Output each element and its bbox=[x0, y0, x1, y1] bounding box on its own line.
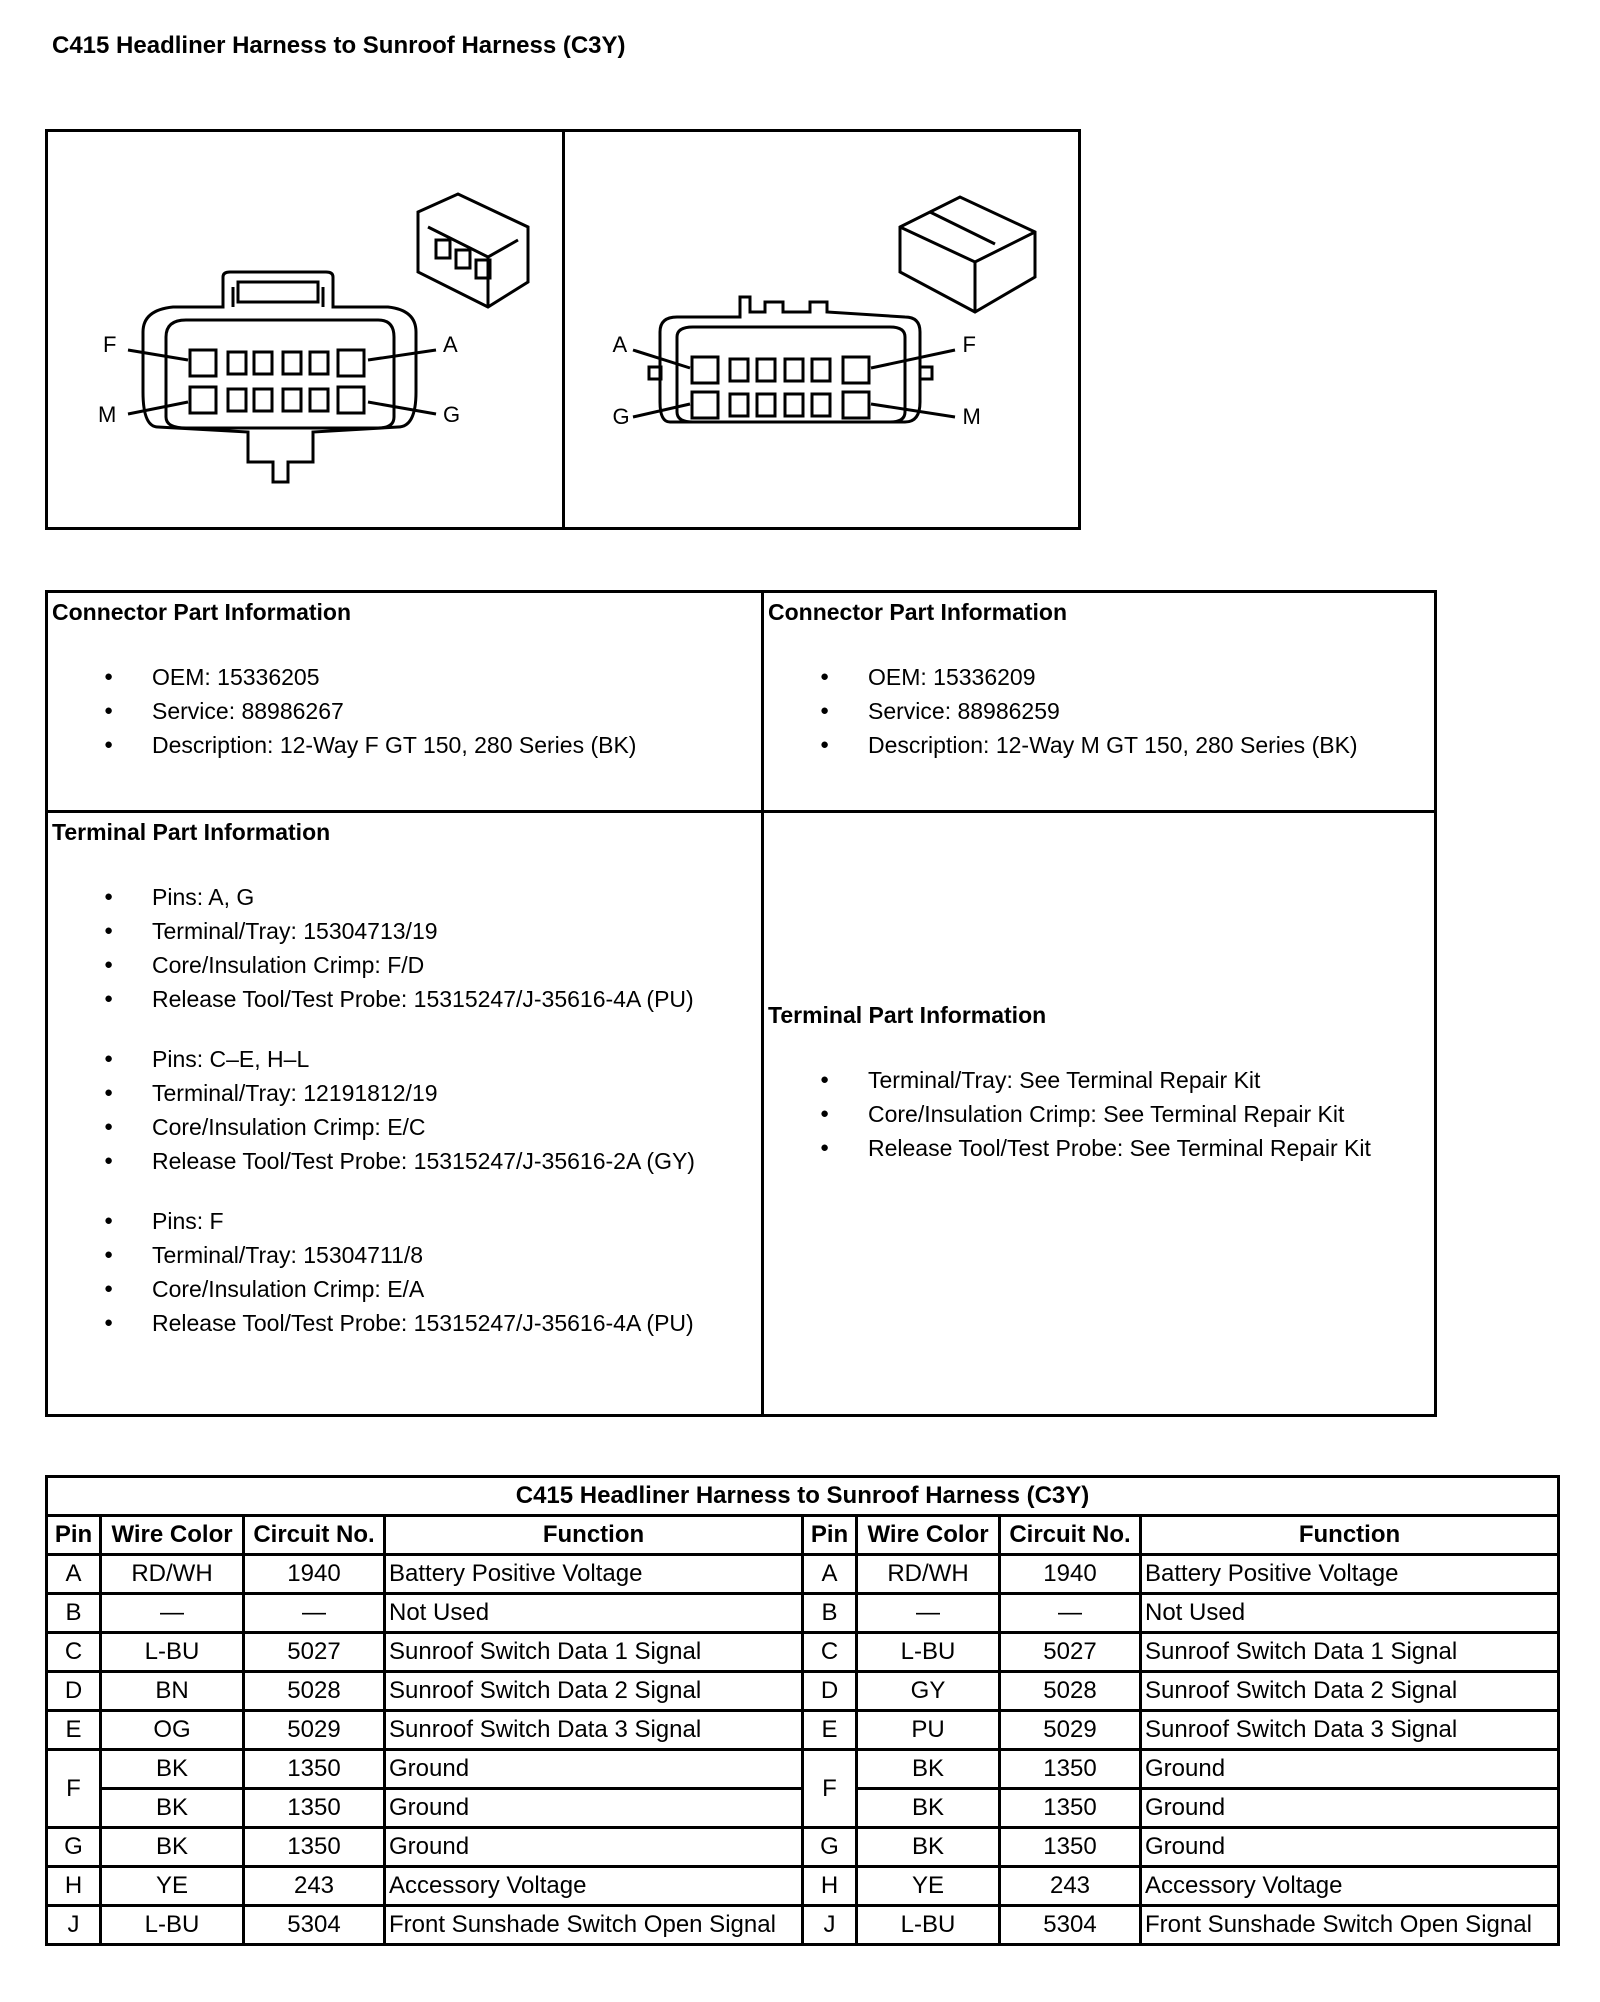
pin-label-f: F bbox=[103, 332, 117, 357]
connector-info-title: Connector Part Information bbox=[768, 599, 1068, 625]
cell-l-circ: 5029 bbox=[244, 1711, 385, 1750]
pin-function-table bbox=[45, 1475, 1560, 1946]
right-terminal-info bbox=[763, 812, 1436, 1416]
cell-l-wire: BK bbox=[101, 1828, 244, 1867]
col-circuit-no: Circuit No. bbox=[1000, 1516, 1141, 1555]
cell-l-wire: BK bbox=[101, 1789, 244, 1828]
left-terminal-info bbox=[47, 812, 763, 1416]
page-title: C415 Headliner Harness to Sunroof Harness (C3Y) bbox=[52, 32, 626, 59]
cell-l-circ: 5027 bbox=[244, 1633, 385, 1672]
male-connector-view bbox=[565, 132, 1079, 527]
cell-l-pin: F bbox=[47, 1750, 101, 1828]
table-row bbox=[47, 1828, 1559, 1867]
cell-r-pin: J bbox=[803, 1906, 857, 1945]
cell-l-circ: 1350 bbox=[244, 1828, 385, 1867]
terminal-item: ● Core/Insulation Crimp: E/A bbox=[52, 1272, 757, 1306]
cell-l-fn: Accessory Voltage bbox=[385, 1867, 803, 1906]
part-info-table bbox=[45, 590, 1437, 1417]
male-pin-cavities bbox=[692, 357, 869, 418]
cell-l-wire: — bbox=[101, 1594, 244, 1633]
cell-l-wire: YE bbox=[101, 1867, 244, 1906]
cell-r-fn: Battery Positive Voltage bbox=[1141, 1555, 1559, 1594]
table-row bbox=[47, 1672, 1559, 1711]
cell-r-fn: Ground bbox=[1141, 1750, 1559, 1789]
male-connector-drawing bbox=[565, 132, 1080, 527]
cell-l-fn: Ground bbox=[385, 1828, 803, 1867]
cell-r-pin: A bbox=[803, 1555, 857, 1594]
cell-l-pin: J bbox=[47, 1906, 101, 1945]
terminal-info-title: Terminal Part Information bbox=[768, 1002, 1047, 1028]
terminal-item: ● Release Tool/Test Probe: See Terminal Repair Kit bbox=[768, 1131, 1430, 1165]
cell-r-fn: Not Used bbox=[1141, 1594, 1559, 1633]
col-function: Function bbox=[1141, 1516, 1559, 1555]
cell-l-pin: G bbox=[47, 1828, 101, 1867]
col-circuit-no: Circuit No. bbox=[244, 1516, 385, 1555]
cell-l-circ: — bbox=[244, 1594, 385, 1633]
col-function: Function bbox=[385, 1516, 803, 1555]
cell-l-fn: Sunroof Switch Data 3 Signal bbox=[385, 1711, 803, 1750]
cell-l-wire: L-BU bbox=[101, 1906, 244, 1945]
right-oem: ● OEM: 15336209 bbox=[768, 660, 1430, 694]
terminal-group-3 bbox=[52, 1204, 757, 1340]
col-wire-color: Wire Color bbox=[101, 1516, 244, 1555]
cell-r-wire: — bbox=[857, 1594, 1000, 1633]
cell-l-pin: A bbox=[47, 1555, 101, 1594]
cell-r-pin: D bbox=[803, 1672, 857, 1711]
cell-l-circ: 5304 bbox=[244, 1906, 385, 1945]
cell-l-wire: BK bbox=[101, 1750, 244, 1789]
cell-l-pin: E bbox=[47, 1711, 101, 1750]
cell-l-pin: H bbox=[47, 1867, 101, 1906]
cell-l-fn: Sunroof Switch Data 1 Signal bbox=[385, 1633, 803, 1672]
female-connector-iso-icon bbox=[418, 194, 528, 307]
cell-l-fn: Ground bbox=[385, 1789, 803, 1828]
cell-r-circ: 243 bbox=[1000, 1867, 1141, 1906]
pin-label-g: G bbox=[612, 404, 630, 429]
terminal-item: ● Terminal/Tray: 15304711/8 bbox=[52, 1238, 757, 1272]
connector-diagram bbox=[45, 129, 1081, 530]
cell-r-circ: 5028 bbox=[1000, 1672, 1141, 1711]
cell-r-pin: H bbox=[803, 1867, 857, 1906]
terminal-item: ● Release Tool/Test Probe: 15315247/J-35616-4A (PU) bbox=[52, 1306, 757, 1340]
left-service: ● Service: 88986267 bbox=[52, 694, 757, 728]
connector-info-title: Connector Part Information bbox=[52, 599, 352, 625]
table-row bbox=[47, 1906, 1559, 1945]
terminal-group-1 bbox=[52, 880, 757, 1016]
cell-l-circ: 1350 bbox=[244, 1789, 385, 1828]
cell-r-fn: Ground bbox=[1141, 1828, 1559, 1867]
pin-table-caption: C415 Headliner Harness to Sunroof Harness (C3Y) bbox=[47, 1477, 1559, 1516]
table-row bbox=[47, 1633, 1559, 1672]
cell-l-circ: 5028 bbox=[244, 1672, 385, 1711]
cell-l-circ: 1350 bbox=[244, 1750, 385, 1789]
cell-r-pin: B bbox=[803, 1594, 857, 1633]
table-row bbox=[47, 1750, 1559, 1789]
left-description: ● Description: 12-Way F GT 150, 280 Series (BK) bbox=[52, 728, 757, 762]
cell-r-fn: Sunroof Switch Data 1 Signal bbox=[1141, 1633, 1559, 1672]
cell-r-fn: Front Sunshade Switch Open Signal bbox=[1141, 1906, 1559, 1945]
col-pin: Pin bbox=[47, 1516, 101, 1555]
col-wire-color: Wire Color bbox=[857, 1516, 1000, 1555]
table-row bbox=[47, 1711, 1559, 1750]
pin-label-a: A bbox=[443, 332, 458, 357]
cell-l-wire: OG bbox=[101, 1711, 244, 1750]
left-connector-info bbox=[47, 592, 763, 812]
cell-l-circ: 243 bbox=[244, 1867, 385, 1906]
terminal-item: ● Release Tool/Test Probe: 15315247/J-35616-4A (PU) bbox=[52, 982, 757, 1016]
right-description: ● Description: 12-Way M GT 150, 280 Series (BK) bbox=[768, 728, 1430, 762]
table-row bbox=[47, 1867, 1559, 1906]
cell-r-fn: Ground bbox=[1141, 1789, 1559, 1828]
terminal-item: ● Core/Insulation Crimp: E/C bbox=[52, 1110, 757, 1144]
cell-l-fn: Front Sunshade Switch Open Signal bbox=[385, 1906, 803, 1945]
right-service: ● Service: 88986259 bbox=[768, 694, 1430, 728]
cell-r-wire: PU bbox=[857, 1711, 1000, 1750]
male-connector-iso-icon bbox=[900, 197, 1035, 312]
pin-label-a: A bbox=[612, 332, 628, 357]
cell-r-pin: F bbox=[803, 1750, 857, 1828]
terminal-item: ● Pins: A, G bbox=[52, 880, 757, 914]
terminal-item: ● Core/Insulation Crimp: F/D bbox=[52, 948, 757, 982]
pin-label-f: F bbox=[962, 332, 976, 357]
pin-label-m: M bbox=[962, 404, 981, 429]
cell-r-circ: 1350 bbox=[1000, 1789, 1141, 1828]
table-row bbox=[47, 1594, 1559, 1633]
cell-l-wire: L-BU bbox=[101, 1633, 244, 1672]
cell-l-fn: Sunroof Switch Data 2 Signal bbox=[385, 1672, 803, 1711]
cell-l-fn: Not Used bbox=[385, 1594, 803, 1633]
terminal-item: ● Release Tool/Test Probe: 15315247/J-35616-2A (GY) bbox=[52, 1144, 757, 1178]
terminal-item: ● Core/Insulation Crimp: See Terminal Repair Kit bbox=[768, 1097, 1430, 1131]
pin-label-g: G bbox=[443, 402, 461, 427]
cell-r-circ: 5027 bbox=[1000, 1633, 1141, 1672]
cell-r-fn: Accessory Voltage bbox=[1141, 1867, 1559, 1906]
cell-l-wire: RD/WH bbox=[101, 1555, 244, 1594]
cell-r-wire: RD/WH bbox=[857, 1555, 1000, 1594]
terminal-item: ● Pins: C–E, H–L bbox=[52, 1042, 757, 1076]
terminal-item: ● Terminal/Tray: See Terminal Repair Kit bbox=[768, 1063, 1430, 1097]
left-oem: ● OEM: 15336205 bbox=[52, 660, 757, 694]
cell-l-pin: B bbox=[47, 1594, 101, 1633]
cell-l-pin: D bbox=[47, 1672, 101, 1711]
terminal-item: ● Pins: F bbox=[52, 1204, 757, 1238]
cell-r-circ: 1940 bbox=[1000, 1555, 1141, 1594]
cell-r-circ: 1350 bbox=[1000, 1750, 1141, 1789]
cell-r-fn: Sunroof Switch Data 3 Signal bbox=[1141, 1711, 1559, 1750]
cell-r-wire: L-BU bbox=[857, 1633, 1000, 1672]
right-connector-info bbox=[763, 592, 1436, 812]
table-row bbox=[47, 1555, 1559, 1594]
cell-l-fn: Battery Positive Voltage bbox=[385, 1555, 803, 1594]
cell-r-circ: — bbox=[1000, 1594, 1141, 1633]
terminal-group-2 bbox=[52, 1042, 757, 1178]
terminal-item: ● Terminal/Tray: 12191812/19 bbox=[52, 1076, 757, 1110]
cell-r-pin: E bbox=[803, 1711, 857, 1750]
cell-r-wire: L-BU bbox=[857, 1906, 1000, 1945]
cell-l-fn: Ground bbox=[385, 1750, 803, 1789]
cell-r-wire: BK bbox=[857, 1750, 1000, 1789]
pin-label-m: M bbox=[98, 402, 117, 427]
cell-r-circ: 5304 bbox=[1000, 1906, 1141, 1945]
col-pin: Pin bbox=[803, 1516, 857, 1555]
terminal-info-title: Terminal Part Information bbox=[52, 819, 331, 845]
female-connector-view bbox=[48, 132, 565, 527]
cell-l-pin: C bbox=[47, 1633, 101, 1672]
cell-r-wire: YE bbox=[857, 1867, 1000, 1906]
female-connector-drawing bbox=[48, 132, 563, 527]
female-pin-cavities bbox=[190, 350, 364, 413]
cell-r-wire: BK bbox=[857, 1789, 1000, 1828]
cell-l-wire: BN bbox=[101, 1672, 244, 1711]
cell-r-fn: Sunroof Switch Data 2 Signal bbox=[1141, 1672, 1559, 1711]
cell-r-wire: GY bbox=[857, 1672, 1000, 1711]
cell-r-circ: 1350 bbox=[1000, 1828, 1141, 1867]
cell-r-circ: 5029 bbox=[1000, 1711, 1141, 1750]
terminal-item: ● Terminal/Tray: 15304713/19 bbox=[52, 914, 757, 948]
cell-r-wire: BK bbox=[857, 1828, 1000, 1867]
cell-r-pin: C bbox=[803, 1633, 857, 1672]
cell-l-circ: 1940 bbox=[244, 1555, 385, 1594]
cell-r-pin: G bbox=[803, 1828, 857, 1867]
